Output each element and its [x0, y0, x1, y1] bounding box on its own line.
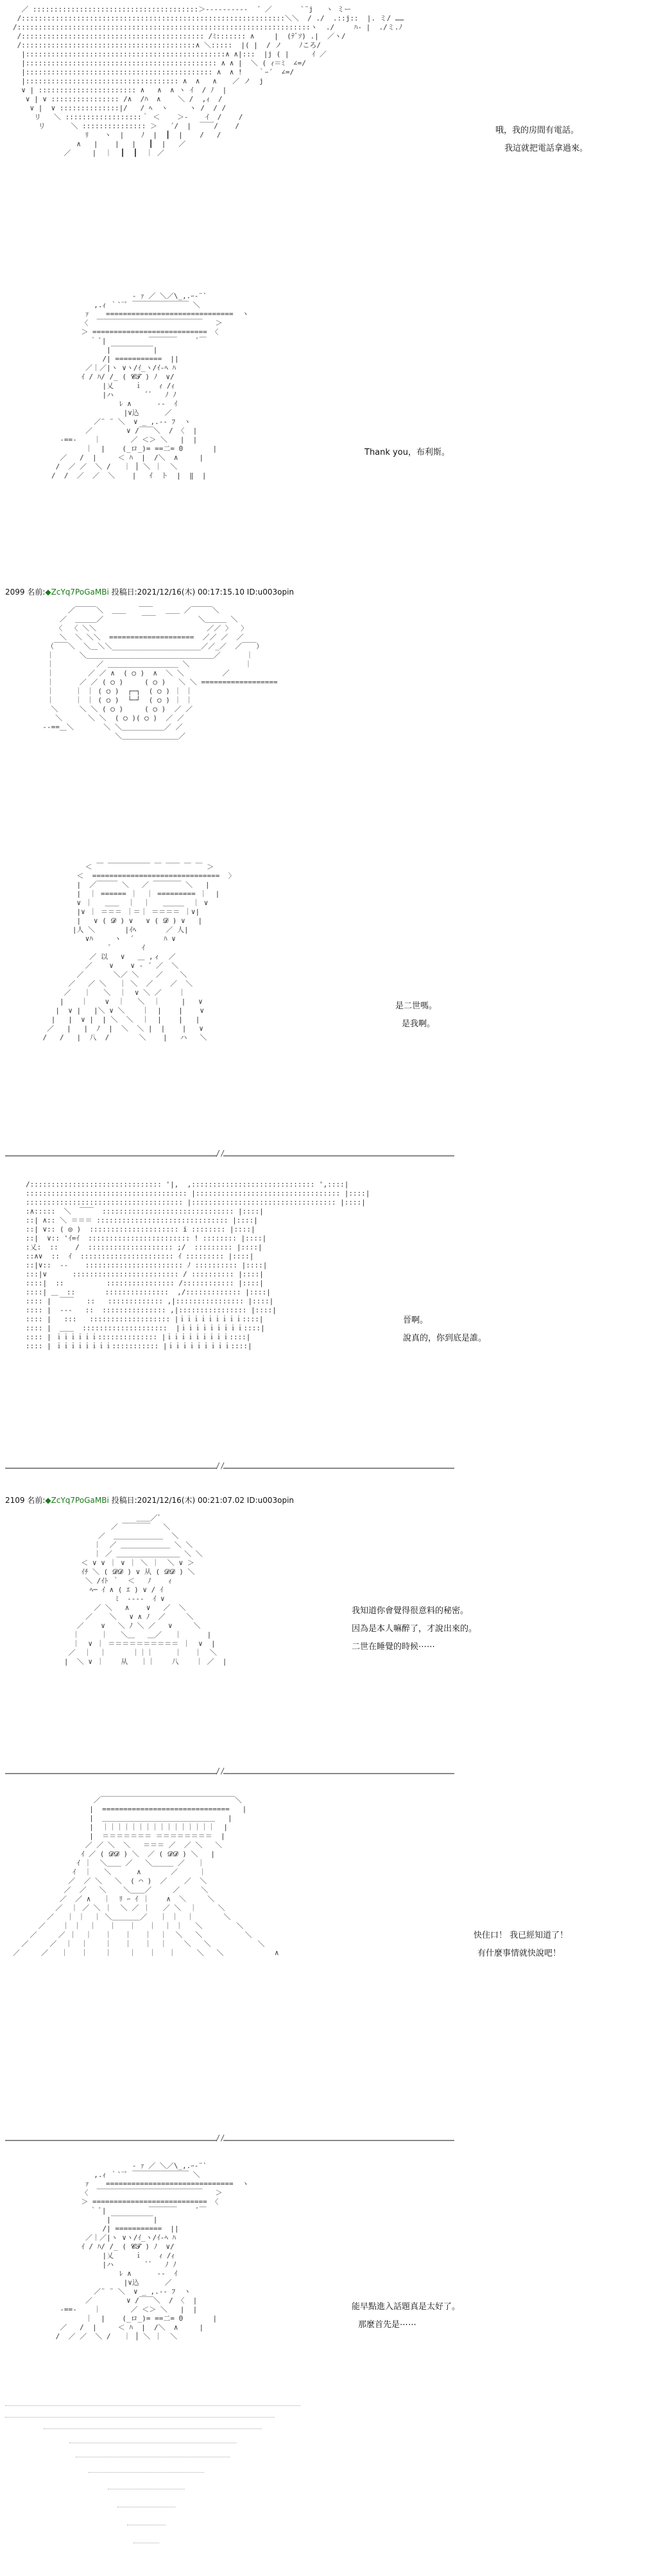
dialogue-line: Thank you，布利斯。 [364, 448, 450, 457]
ascii-art-scene-4: ＜ ￣ ￣￣￣￣￣￣ ￣ ￣￣ ￣ ￣ ＞ ＜ ============================== 〉 | ／￣￣￣ ＼ ／ ￣￣￣￣ ＼ | | ｜ ====== ｜ ｜ ========= ｜ | ∨ ｜ ＿＿ ｜ ｜ ＿＿＿ ｜ ∨ |∨ ｜ ＝＝＝ ｜＝｜ ＝＝＝＝ ｜∨| | ∨ ( 𝓓 ) ∨ ∨ ( 𝓓 ) ∨ | |人 ＼ |ｲﾍ ／ 人| ∨ﾊ ヽ ´ ﾊ ∨ ﾟ ｲ ／ 以 ∨ ＿ ,ィ ／ ／ ∨ ∨ ‐ ´ ／ ＼ ／ ＼／ ＼ ／ ＼ ／ ／ ＼ ｜ ＼ ／ ／ ＼ ／ ｜ ＼ ｜ ∨ ＼ ／ ｜ | ｜ ∨ ｜ ＼ ｜ | ∨ | ∨ | |＼ ∨ ＼ ｜ | | ∨ | | ∨ | | ＼ ＼ ｜ | | | ／ | | ﾉ | ＼ ＼ | | | ∨ / / | 八 / ＼ | ハ ＼ [42, 863, 236, 1042]
dialogue-line: 有什麼事情就快說吧！ [477, 1949, 561, 1958]
dialogue-line: 那麼首先是⋯⋯ [358, 2320, 417, 2330]
dialogue-line: 是二世嗎。 [395, 1001, 438, 1011]
dialogue-scene-5 [403, 1312, 486, 1348]
post-name-label: 名前: [27, 588, 46, 597]
post-meta: 投稿日:2021/12/16(木) 00:17:15.10 ID:u003opin [111, 588, 295, 597]
dialogue-line: 我這就把電話拿過來。 [504, 144, 588, 153]
divider-line [5, 1773, 217, 1774]
divider-line [223, 1773, 454, 1774]
ascii-art-scene-2: ‐ ｧ ／ ＼／\_,.ｰ‐¨` ,.ｨ ｀`¨ﾞ ￣￣￣￣￣￣￣￣ ＼ ｧ ============================== ヽ 〈 ￣￣￣￣￣￣￣￣￣￣￣￣￣￣￣ ＞ ＞ =========================== 〈 ｀ ﾞ| ￣￣￣￣ ﾞ￣ |￣￣￣￣￣￣| /| =========== || ／｜／|ヽ ∨ヽ/ｲ_ヽ/ｲ‐ﾍ ﾊ ｲ / ﾊ/ /_ ( 𝓒𝓣 ) ﾉ ∨/ |乂 ｉ ｨ /ｨ |ハ ﾞﾞ ﾉ ﾉ ﾚ ∧ -‐ ｲ |∨込 ／ ／¨ ¨ ＼ ∨ _ ,.-‐ ﾌ ヽ ／ ∨ /￣￣＼ / 〈 | -==- ｜ ／ ＜＞ ＼ | | ｜ | (_ロ_)= ==二= 0 | ／ / | ＜ ﾊ | /＼ ∧ | / ／ ／ ＼ / ｜ │ ＼ ｜ ＼ / / ／ ／ ＼ | ｲ ト | ‖ | [51, 292, 249, 480]
dialogue-line: 快住口！ 我已經知道了！ [474, 1931, 569, 1940]
dialogue-line: 說真的，你到底是誰。 [403, 1334, 487, 1343]
dialogue-line: 哦，我的房間有電話。 [495, 126, 579, 135]
dialogue-scene-6 [352, 1602, 477, 1656]
divider-mark: // [216, 2133, 225, 2142]
post-header [5, 586, 294, 597]
section-divider [5, 1461, 454, 1477]
dialogue-scene-7 [474, 1927, 568, 1963]
dialogue-scene-1 [495, 122, 588, 158]
divider-line [223, 1468, 454, 1469]
post-author: ◆ZcYq7PoGaMBi [45, 588, 109, 597]
ascii-art-scene-1: ／ :::::::::::::::::::::::::::::::::::::::＞---------‐ ´ ／ `¨j ヽ ミー /::::::::::::::::::::::::::::::::::::::::::::::::::::::::::::::＼＼ / ./ .::j:: |. ミ/ …… /:::::::::::::::::::::::::::::::::::::::::::::::::::::::::::::::::::::ヽ ./ ﾊ- | ./ミ.ﾉ /::::::::::::::::::::::::::::::::::::::::::: /ﾐ::::::: ∧ | (ﾃﾞｿ) .| ／ヽ/ /:::::::::::::::::::::::::::::::::::::::::∧ ＼::::: |( | / ノ ﾉころ/ |:::::::::::::::::::::::::::::::::::::::::::::::∧ ∧|::: |j ( | ｲ ／ |::::::::::::::::::::::::::::::::::::::::::::: ∧ ∧ | ＼ ( ｨ＝ﾐ ∠=/ |:::::::::::::::::::::::::::::::::::::::::::: ∧ ∧ ! ｀ｰ´ ∠=/ |:::::::::::::::::::::::::::::::::::: ∧ ∧ ∧ ／ ノ j ∨ | ::::::::::::::::::::::: ∧ ∧ ∧ ヽ ｲ / ﾉ | ∨ | ∨ :::::::::::::::: /∧ /ﾊ ∧ ＼ / ,ｨ / ∨ | ∨ ::::::::::::::|/ / ﾍ ヽ ヽ / / / リ ＼ ::::::::::::::::::｀ ＜ ＞- ｲ / / リ ＼ ::::::::::::::: ＞ ´/ | ￣￣/ / ﾘ ヽ | ﾉ | ┃ | / / ∧ | | | ┃ | ／ ／ | ｜ ┃ ┃ ｜ ／ [13, 5, 404, 157]
dialogue-line: 我知道你會覺得很意料的秘密。 [352, 1606, 469, 1616]
divider-line [223, 1155, 454, 1157]
divider-mark: // [216, 1461, 225, 1470]
divider-line [223, 2140, 454, 2141]
divider-mark: // [216, 1767, 225, 1775]
divider-line [5, 1468, 217, 1469]
end-dotted-lines [5, 2405, 326, 2572]
post-meta: 投稿日:2021/12/16(木) 00:21:07.02 ID:u003opin [111, 1496, 295, 1505]
divider-line [5, 2140, 217, 2141]
divider-mark: // [216, 1149, 225, 1158]
ascii-art-telephone: ／￣￣￣＼ ＿＿ ￣￣ ＿＿ ／￣￣￣＼ ／ ＿＿＿／ ￣￣ ＼＿＿＿ ＼ 〈 〈 ＼＼ ／／ 〉 〉 ＼ ＼ ＼＼ ==================== ／／ ／ ／ （￣￣＼ ＼＿＼＼_____________________／／_／ ／￣￣） ｜ ＼＿＿＿＿＿＿＿＿＿＿＿＿＿＿＿＿＿＿／ ｜ ｜ ／ ＿＿＿＿＿＿＿＿＿＿ ＼ ｜ ｜ ／ ／ ∧ ( ○ ) ∧ ＼ ＼ ／ ｜ ／ ／ ( ○ ) ( ○ ) ＼ ＼ ================== ｜ ｜ ｜ ( ○ ) ┌─┐ ( ○ ) ｜ ｜ ｜ ｜ ｜ ( ○ ) └─┘ ( ○ ) ｜ ｜ ＼ ＼ ＼ ( ○ ) ( ○ ) ／ ／ ＼ ＼ ＼ ( ○ )( ○ ) ／ ／ --==＿＼ ＼ ＼＿＿＿＿＿＿／ ／ ＼＿＿＿＿＿＿＿＿／ [42, 606, 278, 740]
dialogue-line: 能早點進入話題真是太好了。 [352, 2302, 461, 2312]
post-name-label: 名前: [27, 1496, 46, 1505]
ascii-art-scene-6: ＿＿／ﾞ ／ ￣￣￣￣ ＼ ／ ＿＿＿＿＿＿＿ ＼ ｜ ／ ＿＿＿＿＿＿＿ ＼ ＼ ｜ ／ ＿＿＿＿＿＿＿＿＿ ＼ ＼ ＜ ∨ ∨ ｜ ∨ ｜ ＼ ｜ ＼ ∨ ＞ ｲﾁ ＼ ( 𝓓𝓓 ) ∨ 从 ( 𝓓𝓓 ) ＼ ＼ /ｲﾄ ｀ ＜ ﾉ ｨ ﾍ─ ｲ ∧ ( ｴ ) ∨ / ｲ ﾐ ‐‐‐‐ ｲ ∨ ／ ＼ ∧ ∨ ／ ＼ ／ ＼ ∨ ∧ ﾉ ／ ＼ ／ ∨ ＼ ﾉ ＼ ／ ∨ ＼ ｜ ｜ ＼＿ ＿／ ｜ | ｜ ∨ ｜ ＝＝＝＝＝＝＝＝＝＝ ｜ ∨ | ／ ｜ ｜ ｜｜｜ ｜ ｜ ＼ | ＼ ∨ ｜ 从 ｜｜ 八 ｜ ／ | [64, 1514, 227, 1666]
dialogue-scene-2 [364, 444, 450, 462]
ascii-art-scene-7: ／￣￣￣￣￣￣￣￣￣￣￣￣￣￣￣￣￣￣￣＼ | ============================== | | ＿＿＿＿＿＿＿＿＿＿＿＿＿＿＿＿ | | ｜｜｜｜｜｜｜｜｜｜｜｜｜｜｜｜ | | ＝＝＝＝＝＝＝ ＝＝＝＝＝＝＝＝ | ／ ／ ＼ ＼ ＝＝＝ ／ ／ ＼ ＼ ｲ ／ ( 𝓓𝓓 ) ＼ ／ ( 𝓓𝓓 ) ＼ | ｲ ｜ ＼＿＿ ／ ＼＿＿＿ ／ ｜ ｲ ｜ ＼ ∧ ／ ｜ ／ ／ ＼ ＼ ( ⌒ ) ／ ／ ＼ ／ ／ ＼ ＼＿＿／ ／ ＼ ／ ／ ∧ ｜ ﾘ ｰ ｲ ｜ ∧ ＼ ＼ ／ ｜ ／ ＼ ｜ ＼ ／ ｜ ／ ＼ ｜ ＼ ／ ｜ ｜ ｜ ＼＿＿＿＿／ ｜ ｜ ｜ ＼ ／ ｜ ｜ ｜ ｜ ｜ ｜ ｜ ｜ ＼ ＼ ／ ／ ｜ ｜ ｜ ｜ ｜ ｜ ＼ ＼ ＼ ／ ／ ｜ ｜ ｜ ｜ ｜ ｜ ＼ ＼ ＼ ／ ／ ｜ ｜ ｜ ｜ ｜ ｜ ＼ ＼ ∧ [13, 1796, 279, 1957]
section-divider [5, 2133, 454, 2149]
divider-line [5, 1155, 217, 1157]
dialogue-line: 是我啊。 [402, 1019, 436, 1029]
dialogue-line: 二世在睡覺的時候⋯⋯ [352, 1642, 436, 1652]
section-divider [5, 1151, 454, 1164]
ascii-art-scene-8: ‐ ｧ ／ ＼／\_,.ｰ‐¨` ,.ｨ ｀`¨ﾞ ￣￣￣￣￣￣￣￣ ＼ ｧ ============================== ヽ 〈 ￣￣￣￣￣￣￣￣￣￣￣￣￣￣￣ ＞ ＞ =========================== 〈 ｀ ﾞ| ￣￣￣￣ ﾞ￣ |￣￣￣￣￣￣| /| =========== || ／｜／|ヽ ∨ヽ/ｲ_ヽ/ｲ‐ﾍ ﾊ ｲ / ﾊ/ /_ ( 𝓒𝓣 ) ﾉ ∨/ |乂 ｉ ｨ /ｨ |ハ ﾞﾞ ﾉ ﾉ ﾚ ∧ -‐ ｲ |∨込 ／ ／¨ ¨ ＼ ∨ _ ,.-‐ ﾌ ヽ ／ ∨ /￣￣＼ / 〈 | -==- ｜ ／ ＜＞ ＼ | | ｜ | (_ロ_)= ==二= 0 | ／ / | ＜ ﾊ | /＼ ∧ | / ／ ／ ＼ / ｜ │ ＼ ｜ ＼ [55, 2162, 249, 2341]
post-author: ◆ZcYq7PoGaMBi [45, 1496, 109, 1505]
dialogue-scene-4 [395, 997, 437, 1033]
dialogue-scene-8 [352, 2298, 460, 2334]
ascii-art-scene-5: /::::::::::::::::::::::::::::::: '|, ,::::::::::::::::::::::::::::: ',::::| :::::::::::::::::::::::::::::::::::::: |:::::::::::::::::::::::::::::::::: |::::| ::::::::::::::::::::::::::::::::::::: |:::::::::::::::::::::::::::::::::: |::::| :∧::::: ＼ ￣￣ ::::::::::::::::::::::::::::::: |::::| ::| ∧:: ＼ ＝＝＝ ::::::::::::::::::::::::::::::: |::::| ::| ∨:: ( ◎ ) ::::::::::::::::::::: i :::::::: |::::| ::| ∨:: 'ｲ=ｲ :::::::::::::::::::::::: ! :::::::: |::::| :乂: :: / :::::::::::::::::::: ;/ ::::::::: |::::| ::∧∨ :: ｲ :::::::::::::::::::::: ｲ ::::::::: |::::| ::|∨:: ‐- ::::::::::::::::::::::: ﾉ :::::::::: |::::| :::|∨ ::::::::::::::::::::::::: / :::::::::: |::::| ::::| :: :::::::::::::::: /:::::::::::: |::::| ::::| ＿ :: ::::::::::::::: ,/::::::::::::: |::::| :::: | ￣￣ :: ::::::::::::: ,|:::::::::::::::: |::::| :::: | ‐‐‐ :: ::::::::::::::: ,|:::::::::::::::: |::::| :::: | ::: ::::::::::::::::::: |ｉｉｉｉｉｉｉｉｉ::::| :::: | ＿＿ :::::::::::::::::::: |ｉｉｉｉｉｉｉｉｉ::::| :::: | ｉｉｉｉｉｉ:::::::::::::: |ｉｉｉｉｉｉｉｉｉ::::| :::: | ｉｉｉｉｉｉｉｉ::::::::::: |ｉｉｉｉｉｉｉｉｉ::::| [26, 1180, 370, 1350]
section-divider [5, 1769, 454, 1782]
dialogue-line: 晉啊。 [403, 1316, 429, 1325]
post-number: 2109 [5, 1496, 25, 1505]
post-header [5, 1495, 294, 1505]
dialogue-line: 因為是本人嘛醉了，才說出來的。 [352, 1624, 477, 1634]
post-number: 2099 [5, 588, 25, 597]
